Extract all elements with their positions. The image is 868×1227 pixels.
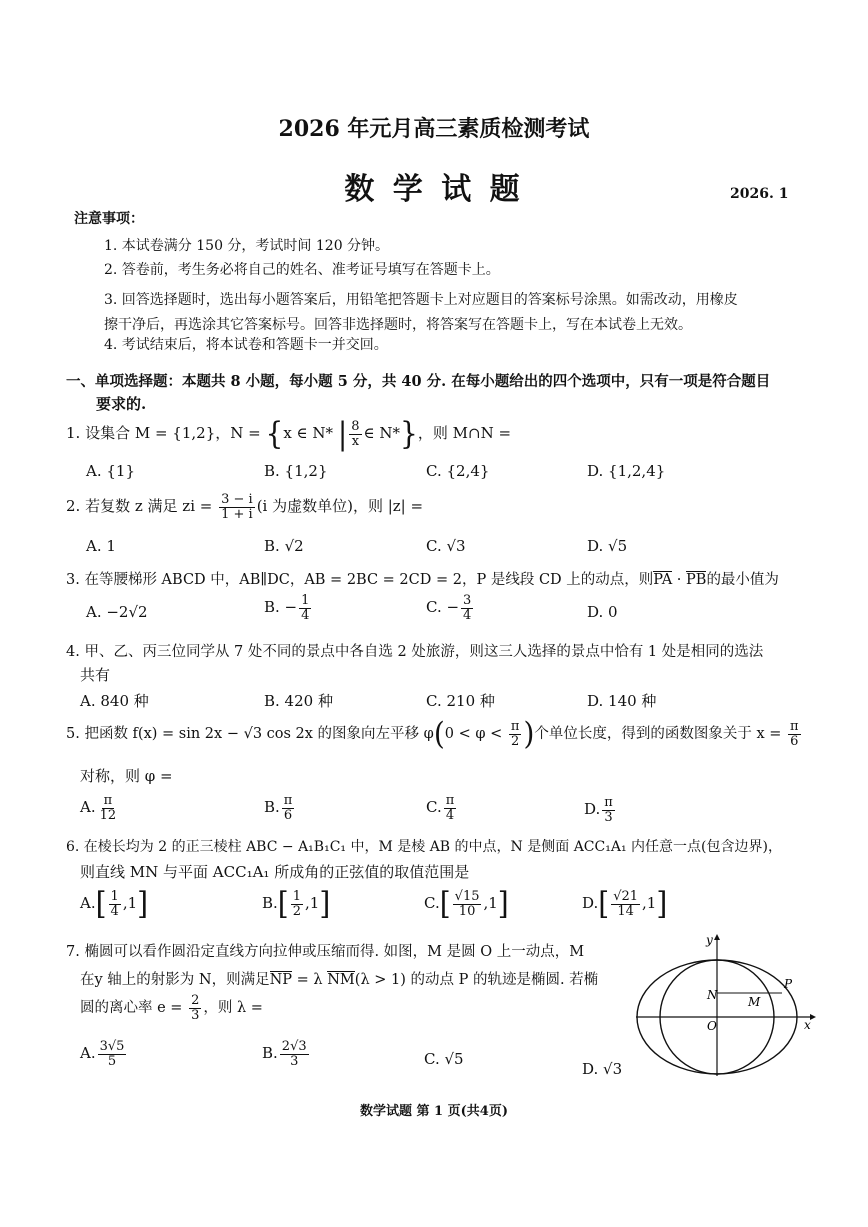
q5-option-a [80, 794, 120, 822]
q6-d-rbracket: ] [656, 885, 668, 922]
q5-c-label: C. [426, 798, 442, 817]
figure-label-x: x [804, 1018, 811, 1032]
figure-label-y: y [706, 933, 713, 947]
q1-frac-den: x [351, 433, 360, 449]
q4-option-b: B. 420 种 [264, 692, 333, 710]
q1-set-lhs: x ∈ N* [283, 424, 334, 443]
q7-b-den: 3 [290, 1053, 299, 1069]
q5-c-num: π [445, 793, 455, 808]
q5-d-den: 3 [604, 809, 613, 825]
q3-b-den: 4 [301, 607, 310, 623]
q2-option-d [587, 537, 627, 555]
q1-option-b: B. {1,2} [264, 462, 328, 480]
q6-c-tail: ,1 [483, 894, 498, 913]
q1-bar: | [337, 415, 348, 452]
q1-option-d: D. {1,2,4} [587, 462, 666, 480]
q7-vector-nm: NM [327, 972, 355, 988]
q5-d-label: D. [584, 800, 601, 819]
q2-frac-num: 3 − i [221, 492, 253, 507]
q4-option-d: D. 140 种 [587, 692, 657, 710]
q6-option-b [262, 885, 331, 922]
question-4: 4. 甲、乙、丙三位同学从 7 处不同的景点中各自选 2 处旅游，则这三人选择的景点中恰有 1 处是相同的选法 [66, 644, 764, 660]
q5-paren-open: ( [433, 715, 445, 752]
question-7-line2 [80, 968, 598, 989]
q6-b-num: 1 [292, 889, 302, 904]
q6-d-label: D. [582, 894, 599, 913]
q6-b-label: B. [262, 894, 278, 913]
q5-option-b [264, 794, 296, 822]
question-1 [66, 415, 512, 452]
figure-label-n: N [707, 988, 718, 1002]
q2-c-label: C. [426, 537, 447, 555]
figure-label-o: O [707, 1019, 717, 1033]
q6-b-fraction [291, 890, 303, 918]
q2-option-b [264, 537, 304, 555]
q5-cond-fraction [509, 720, 522, 748]
question-5-cont: 对称，则 φ = [80, 767, 173, 785]
q3-vector-pb: PB [686, 572, 707, 588]
q5-b-den: 6 [283, 807, 293, 823]
q5-x-num: π [790, 719, 799, 734]
q7-a-fraction [98, 1040, 127, 1068]
q6-a-rbracket: ] [137, 885, 149, 922]
q5-b-label: B. [264, 798, 280, 817]
q3-option-c [426, 594, 475, 622]
q7-a-label: A. [80, 1044, 96, 1063]
q3-option-a: A. −2√2 [86, 603, 148, 621]
q2-c-value: √3 [446, 537, 466, 555]
q6-c-lbracket: [ [439, 885, 451, 922]
question-4-cont: 共有 [80, 666, 111, 684]
q6-b-rbracket: ] [319, 885, 331, 922]
q7-a-den: 5 [107, 1053, 117, 1069]
q6-option-c [424, 885, 509, 922]
q6-a-num: 1 [110, 889, 119, 904]
q7-eq: = λ [292, 972, 328, 988]
q5-c-fraction [444, 794, 457, 822]
q2-b-value: √2 [284, 537, 304, 555]
q2-fraction [219, 493, 255, 521]
q3-b-label: B. − [264, 598, 298, 617]
q5-a-label: A. [80, 798, 96, 817]
q6-a-fraction [109, 890, 121, 918]
q1-post: ，则 M∩N = [417, 424, 512, 443]
figure-label-p: P [784, 977, 793, 991]
note-item: 擦干净后，再选涂其它答案标号。回答非选择题时，将答案写在答题卡上，写在本试卷上无效。 [104, 317, 692, 333]
q2-option-c [426, 537, 466, 555]
q7-b-label: B. [262, 1044, 278, 1063]
question-7-line3 [80, 994, 263, 1022]
question-5 [66, 715, 803, 752]
q6-a-label: A. [80, 894, 96, 913]
question-6-cont: 则直线 MN 与平面 ACC₁A₁ 所成角的正弦值的取值范围是 [80, 863, 470, 881]
ellipse-figure [630, 930, 820, 1080]
q2-pre: 2. 若复数 z 满足 zi = [66, 497, 218, 516]
q5-d-fraction [602, 796, 615, 824]
q7-option-a [80, 1040, 128, 1068]
question-3 [66, 568, 779, 589]
q7-option-d: D. √3 [582, 1060, 623, 1078]
q6-a-tail: ,1 [122, 894, 138, 913]
question-7: 7. 椭圆可以看作圆沿定直线方向拉伸或压缩而得. 如图，M 是圆 O 上一动点，M [66, 944, 585, 960]
q5-b-fraction [282, 794, 295, 822]
q3-c-den: 4 [463, 607, 472, 623]
q1-brace-close: } [400, 415, 418, 452]
q2-option-a: A. 1 [86, 537, 116, 555]
q7-b-num: 2√3 [281, 1039, 307, 1054]
figure-y-arrow [714, 934, 720, 940]
q5-a-fraction [98, 794, 119, 822]
q1-option-c: C. {2,4} [426, 462, 490, 480]
figure-label-m: M [748, 995, 761, 1009]
q4-option-c: C. 210 种 [426, 692, 495, 710]
subject-title: 数 学 试 题 [344, 172, 524, 207]
q3-vector-pa: PA [653, 572, 673, 588]
q7-a-num: 3√5 [99, 1039, 125, 1054]
q6-b-den: 2 [292, 903, 302, 919]
q7-line3-post: ，则 λ = [203, 1000, 263, 1017]
q7-line2-pre: 在y 轴上的射影为 N，则满足 [80, 972, 270, 988]
q6-c-den: 10 [458, 903, 476, 919]
q6-d-num: √21 [613, 889, 639, 904]
question-6: 6. 在棱长均为 2 的正三棱柱 ABC − A₁B₁C₁ 中，M 是棱 AB 的中点，N 是侧面 ACC₁A₁ 内任意一点(包含边界)， [66, 839, 782, 855]
q7-e-fraction [189, 994, 201, 1022]
q5-a-num: π [103, 793, 113, 808]
q3-dot: · [672, 572, 687, 588]
q3-post: 的最小值为 [706, 572, 779, 588]
q1-fraction [349, 420, 361, 448]
q5-option-d [584, 796, 617, 824]
note-item: 3. 回答选择题时，选出每小题答案后，用铅笔把答题卡上对应题目的答案标号涂黑。如需改动，用橡皮 [104, 292, 738, 308]
note-item: 1. 本试卷满分 150 分，考试时间 120 分钟。 [104, 238, 390, 254]
q2-d-label: D. [587, 537, 609, 555]
q7-b-fraction [280, 1040, 309, 1068]
q4-option-a: A. 840 种 [80, 692, 149, 710]
q7-line3-pre: 圆的离心率 e = [80, 1000, 188, 1017]
q6-d-tail: ,1 [642, 894, 657, 913]
q6-d-lbracket: [ [598, 885, 610, 922]
q3-c-fraction [461, 594, 473, 622]
q2-frac-den: 1 + i [221, 506, 253, 522]
q5-c-den: 4 [445, 807, 455, 823]
q5-cond: 0 < φ < [444, 726, 507, 743]
q2-b-label: B. [264, 537, 285, 555]
note-item: 2. 答卷前，考生务必将自己的姓名、准考证号填写在答题卡上。 [104, 262, 500, 278]
q1-brace-open: { [265, 415, 284, 452]
q1-pre: 1. 设集合 M = {1,2}，N = [66, 424, 266, 443]
page-footer: 数学试题 第 1 页(共4页) [360, 1104, 508, 1119]
q2-post: (i 为虚数单位)，则 |z| = [256, 497, 424, 516]
q5-x-den: 6 [790, 733, 799, 749]
q7-e-den: 3 [191, 1007, 200, 1023]
q3-c-num: 3 [463, 593, 472, 608]
q6-d-fraction [611, 890, 640, 918]
q6-option-a [80, 885, 149, 922]
q5-mid: 个单位长度，得到的函数图象关于 x = [534, 726, 787, 743]
note-item: 4. 考试结束后，将本试卷和答题卡一并交回。 [104, 337, 388, 353]
section-heading-cont: 要求的. [96, 395, 147, 413]
q7-line2-post: (λ > 1) 的动点 P 的轨迹是椭圆. 若椭 [354, 972, 599, 988]
q7-option-b [262, 1040, 311, 1068]
question-2 [66, 493, 423, 521]
exam-title: 2026 年元月高三素质检测考试 [278, 116, 590, 142]
q3-b-fraction [299, 594, 311, 622]
q6-a-den: 4 [110, 903, 119, 919]
q5-cond-num: π [510, 719, 520, 734]
q6-c-num: √15 [454, 889, 480, 904]
q5-option-c [426, 794, 458, 822]
q6-a-lbracket: [ [95, 885, 107, 922]
q3-option-b [264, 594, 313, 622]
q5-paren-close: ) [523, 715, 535, 752]
q5-cond-den: 2 [511, 733, 520, 749]
q5-pre: 5. 把函数 f(x) = sin 2x − √3 cos 2x 的图象向左平移 φ [66, 726, 434, 743]
q3-option-d: D. 0 [587, 603, 618, 621]
q5-d-num: π [604, 795, 613, 810]
figure-x-arrow [810, 1014, 816, 1020]
q5-x-fraction [788, 720, 801, 748]
q1-set-rhs: ∈ N* [363, 424, 401, 443]
q7-vector-np: NP [269, 972, 293, 988]
q3-pre: 3. 在等腰梯形 ABCD 中，AB∥DC，AB = 2BC = 2CD = 2，P 是线段 CD 上的动点，则 [66, 572, 654, 588]
q1-option-a: A. {1} [86, 462, 135, 480]
q5-a-den: 12 [99, 807, 117, 823]
q1-frac-num: 8 [351, 419, 360, 434]
q7-option-c: C. √5 [424, 1050, 464, 1068]
section-heading: 一、单项选择题：本题共 8 小题，每小题 5 分，共 40 分. 在每小题给出的四个选项中，只有一项是符合题目 [66, 373, 771, 390]
q3-c-label: C. − [426, 598, 460, 617]
q6-c-rbracket: ] [497, 885, 509, 922]
q6-c-fraction [453, 890, 482, 918]
exam-date: 2026. 1 [730, 186, 789, 202]
q5-b-num: π [283, 793, 293, 808]
q2-d-value: √5 [608, 537, 628, 555]
q3-b-num: 1 [301, 593, 310, 608]
q6-b-tail: ,1 [305, 894, 320, 913]
q7-e-num: 2 [191, 993, 200, 1008]
q6-c-label: C. [424, 894, 440, 913]
q6-d-den: 14 [617, 903, 634, 919]
notes-heading: 注意事项： [74, 211, 144, 227]
q6-option-d [582, 885, 668, 922]
q6-b-lbracket: [ [277, 885, 289, 922]
